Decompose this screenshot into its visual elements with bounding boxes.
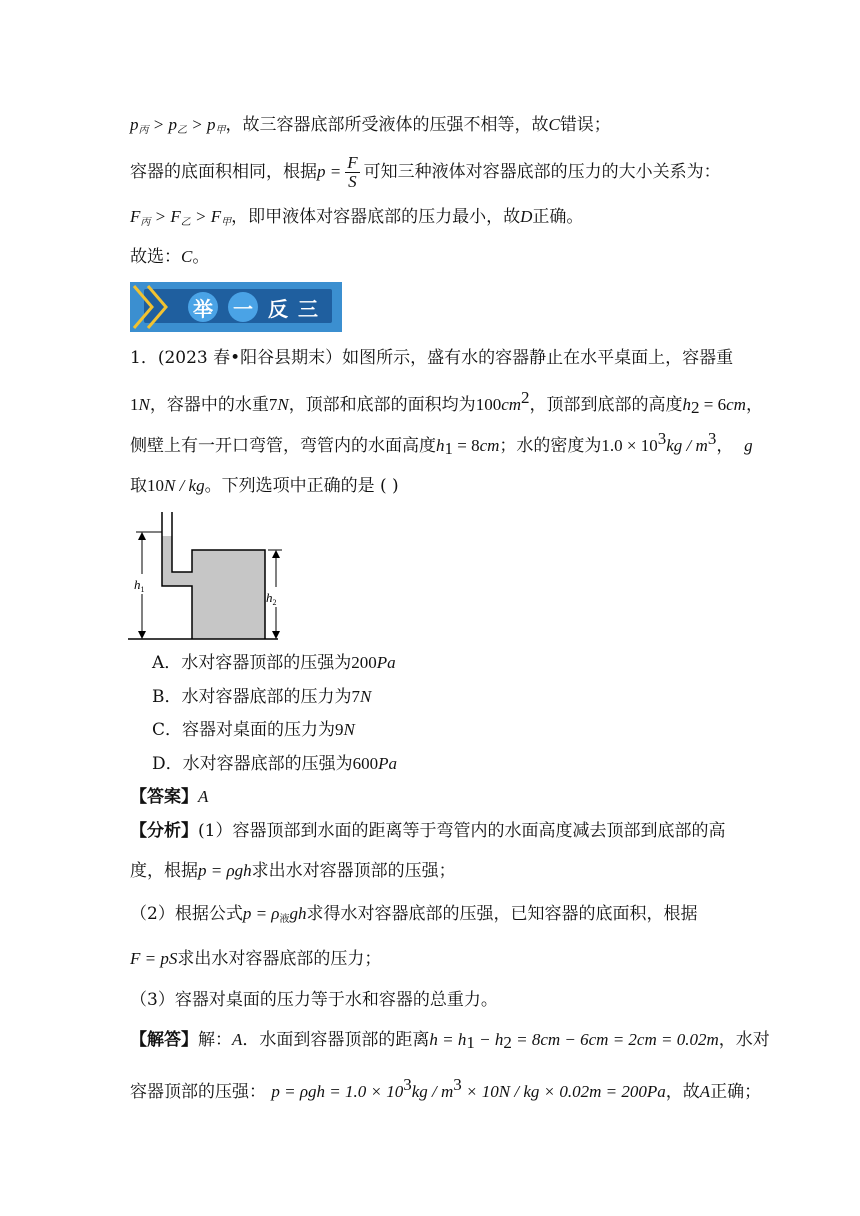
analysis-line-2: 度，根据p = ρgh求出水对容器顶部的压强； [130,861,456,881]
analysis-line-3: （2）根据公式$p = \rho_液gh$求得水对容器底部的压强，已知容器的底面积，根据 [130,904,698,925]
question-line-4: 取10N / kg。下列选项中正确的是 ( ) [130,476,399,496]
banner-char-3: 反 [268,296,288,321]
pressure-comparison: $p_丙 > p_乙 > p_甲$ [130,115,226,136]
answer-line: 【答案】A [130,787,209,807]
option-b: B．水对容器底部的压力为7N [152,687,372,707]
container-diagram [128,512,290,644]
banner-char-4: 三 [298,296,318,321]
text-line-1: $p_丙 > p_乙 > p_甲$，故三容器底部所受液体的压强不相等，故C错误； [130,115,611,136]
option-c: C．容器对桌面的压力为9N [152,720,355,740]
fraction-f-over-s: $\frac{F}{S}$ [347,153,358,191]
h1-label: $h_1$ [134,577,145,594]
solution-line-1: 【解答】解：A．水面到容器顶部的距离$h = h_1 - h_2 = 8cm - 6cm = 2cm = 0.02m$，水对 [130,1030,770,1052]
text-line-3: $F_丙 > F_乙 > F_甲$，即甲液体对容器底部的压力最小，故D正确。 [130,207,584,228]
option-d: D．水对容器底部的压强为600Pa [152,754,398,774]
h2-label: $h_2$ [266,590,277,607]
banner-char-1: 举 [188,292,218,322]
text-line-2: 容器的底面积相同，根据p = $\frac{F}{S}$ 可知三种液体对容器底部的压力的大小关系为： [130,153,721,191]
banner-char-2: 一 [228,292,258,322]
solution-line-2: 容器顶部的压强： $p = \rho gh = 1.0 \times 10^3kg / m^3 \times 10N$ / kg × 0.02m = 200Pa，故A正确； [130,1075,762,1102]
question-line-3: 侧壁上有一开口弯管，弯管内的水面高度$h_1 = 8cm$；水的密度为$1.0 \times 10^3kg / m^3$， g [130,429,753,458]
force-comparison: $F_丙 > F_乙 > F_甲$ [130,207,232,228]
chevron-decoration-icon-2 [144,282,172,332]
analysis-line-5: （3）容器对桌面的压力等于水和容器的总重力。 [130,990,498,1010]
question-line-2: 1N，容器中的水重7N，顶部和底部的面积均为$100cm^2$，顶部到底部的高度$h_2 = 6cm$， [130,388,763,417]
text-line-4: 故选：C。 [130,247,210,267]
option-a: A．水对容器顶部的压强为200Pa [152,653,396,673]
section-banner [130,282,342,332]
analysis-line-1: 【分析】(1）容器顶部到水面的距离等于弯管内的水面高度减去顶部到底部的高 [130,821,726,841]
question-line-1: 1．(2023 春•阳谷县期末）如图所示，盛有水的容器静止在水平桌面上，容器重 [130,348,734,368]
analysis-line-4: F = pS求出水对容器底部的压力； [130,949,382,969]
